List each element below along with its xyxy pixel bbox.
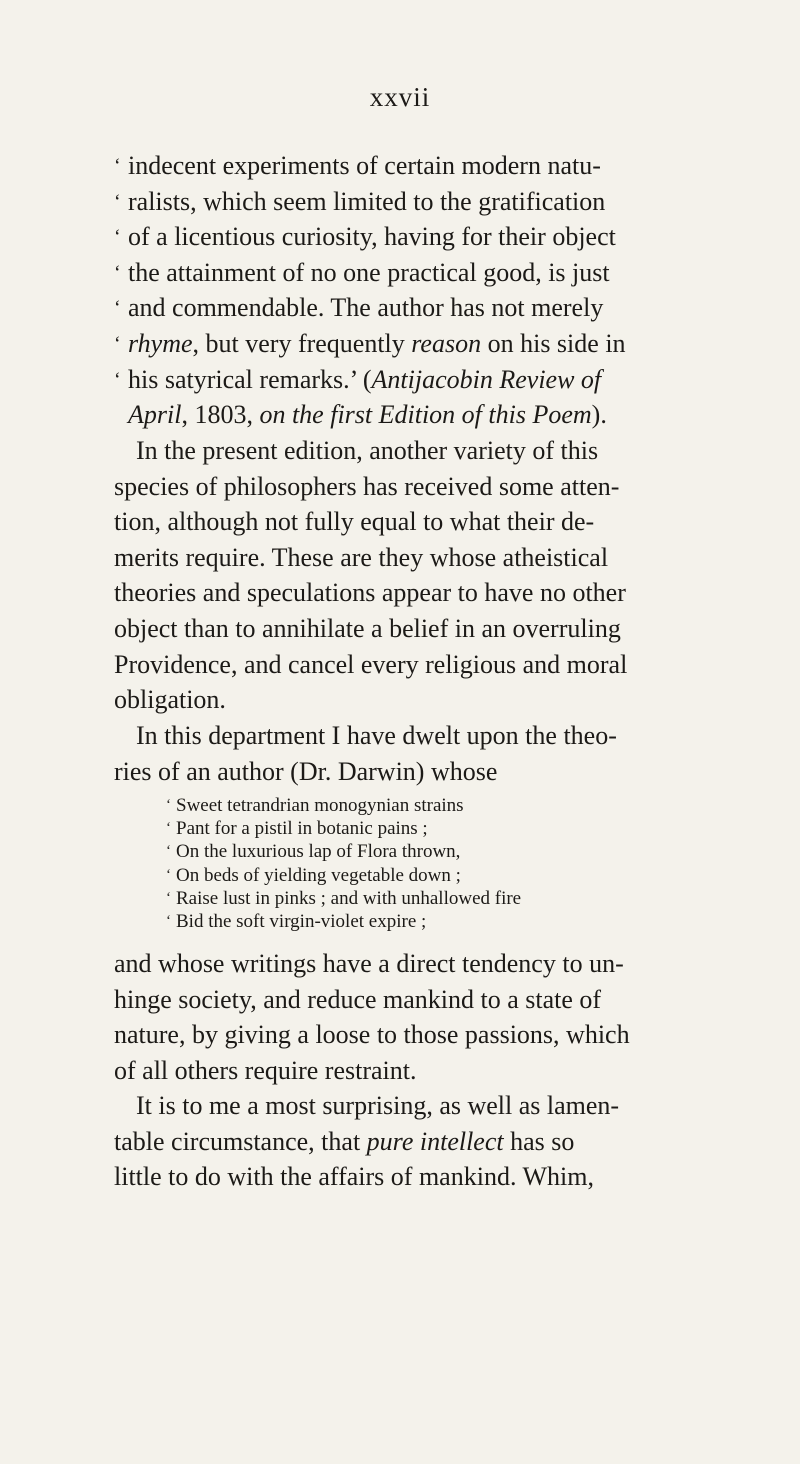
text-run: has so: [503, 1126, 575, 1156]
quote-mark: ‘: [166, 797, 171, 813]
text-run: of all others require restraint.: [114, 1055, 417, 1085]
italic-text: Antijacobin Review of: [371, 364, 602, 394]
verse-text: Raise lust in pinks ; and with unhallowed fire: [176, 887, 522, 909]
text-run: of a licentious curiosity, having for their object: [128, 222, 616, 252]
text-run: and commendable. The author has not merely: [128, 293, 604, 323]
verse-line: [166, 887, 666, 910]
text-run: hinge society, and reduce mankind to a state of: [114, 984, 602, 1014]
paragraph-darwin: [114, 718, 694, 789]
text-line: [114, 504, 694, 540]
text-line: [114, 433, 694, 469]
darwin-verse-quotation: [166, 794, 666, 933]
text-run: the attainment of no one practical good, is just: [128, 257, 610, 287]
text-run: and whose writings have a direct tendency to un-: [114, 949, 624, 978]
text-run: object than to annihilate a belief in an overruling: [114, 613, 621, 643]
text-run: ralists, which seem limited to the gratification: [128, 186, 606, 216]
italic-text: reason: [411, 328, 482, 358]
text-line: [114, 575, 694, 611]
text-run: It is to me a most surprising, as well as lamen-: [136, 1091, 620, 1120]
text-line: [114, 362, 694, 398]
italic-text: April: [128, 400, 182, 430]
text-run: on his side in: [481, 328, 626, 358]
quote-mark: ‘: [114, 261, 121, 284]
text-run: tion, although not fully equal to what their de-: [114, 507, 595, 537]
text-line: [114, 219, 694, 255]
verse-line: [166, 864, 666, 887]
text-run: table circumstance, that: [114, 1126, 367, 1156]
quote-mark: ‘: [114, 368, 121, 391]
text-line: [114, 1088, 694, 1124]
text-line: [114, 255, 694, 291]
text-line: [114, 540, 694, 576]
text-run: theories and speculations appear to have no other: [114, 578, 626, 608]
text-line: [114, 611, 694, 647]
text-line: [114, 754, 694, 790]
text-run: ).: [591, 400, 607, 430]
text-line: [114, 647, 694, 683]
quote-mark: ‘: [114, 190, 121, 213]
text-run: ries of an author (Dr. Darwin) whose: [114, 756, 498, 786]
text-line: [114, 469, 694, 505]
paragraph-writings: [114, 946, 694, 1088]
italic-text: rhyme: [128, 328, 193, 358]
text-run: In the present edition, another variety of this: [136, 436, 599, 465]
text-line: [114, 1159, 694, 1195]
quote-mark: ‘: [166, 820, 171, 837]
verse-line: [166, 910, 666, 933]
paragraph-pure-intellect: [114, 1088, 694, 1195]
text-run: , but very frequently: [192, 328, 412, 358]
text-line: [114, 718, 694, 754]
text-run: his satyrical remarks.’ (: [128, 364, 372, 394]
italic-text: on the first Edition of this Poem: [259, 400, 592, 430]
text-line: [114, 1053, 694, 1089]
quote-mark: ‘: [166, 912, 171, 929]
verse-text: Sweet tetrandrian monogynian strains: [176, 795, 464, 816]
text-run: , 1803,: [181, 400, 260, 430]
verse-text: On the luxurious lap of Flora thrown,: [176, 841, 461, 863]
quote-mark: ‘: [114, 155, 121, 177]
text-line: [114, 682, 694, 718]
text-run: indecent experiments of certain modern natu-: [128, 151, 601, 180]
page-number: xxvii: [369, 82, 431, 112]
quote-mark: ‘: [114, 226, 121, 249]
text-line: [114, 946, 694, 982]
verse-line: [166, 817, 666, 840]
quote-mark: ‘: [166, 843, 171, 860]
text-run: In this department I have dwelt upon the theo-: [136, 721, 617, 750]
verse-text: On beds of yielding vegetable down ;: [176, 864, 461, 886]
italic-text: pure intellect: [366, 1126, 504, 1156]
paragraph-philosophers: [114, 433, 694, 718]
review-quotation: [114, 148, 694, 433]
text-line: [114, 397, 694, 433]
quote-mark: ‘: [114, 332, 121, 355]
text-run: Providence, and cancel every religious and moral: [114, 649, 628, 679]
verse-line: [166, 794, 666, 817]
verse-text: Bid the soft virgin-violet expire ;: [176, 910, 427, 932]
text-line: [114, 148, 694, 184]
verse-line: [166, 840, 666, 863]
text-line: [114, 982, 694, 1018]
quote-mark: ‘: [166, 889, 171, 906]
text-run: little to do with the affairs of mankind. Whim,: [114, 1162, 594, 1192]
text-run: merits require. These are they whose atheistical: [114, 542, 609, 572]
text-line: [114, 1124, 694, 1160]
quote-mark: ‘: [114, 297, 121, 320]
text-line: [114, 326, 694, 362]
text-run: obligation.: [114, 685, 226, 715]
quote-mark: ‘: [166, 866, 171, 883]
text-line: [114, 290, 694, 326]
verse-text: Pant for a pistil in botanic pains ;: [176, 818, 428, 840]
text-run: species of philosophers has received some atten-: [114, 471, 620, 501]
text-line: [114, 1017, 694, 1053]
text-line: [114, 184, 694, 220]
text-run: nature, by giving a loose to those passions, which: [114, 1020, 630, 1050]
